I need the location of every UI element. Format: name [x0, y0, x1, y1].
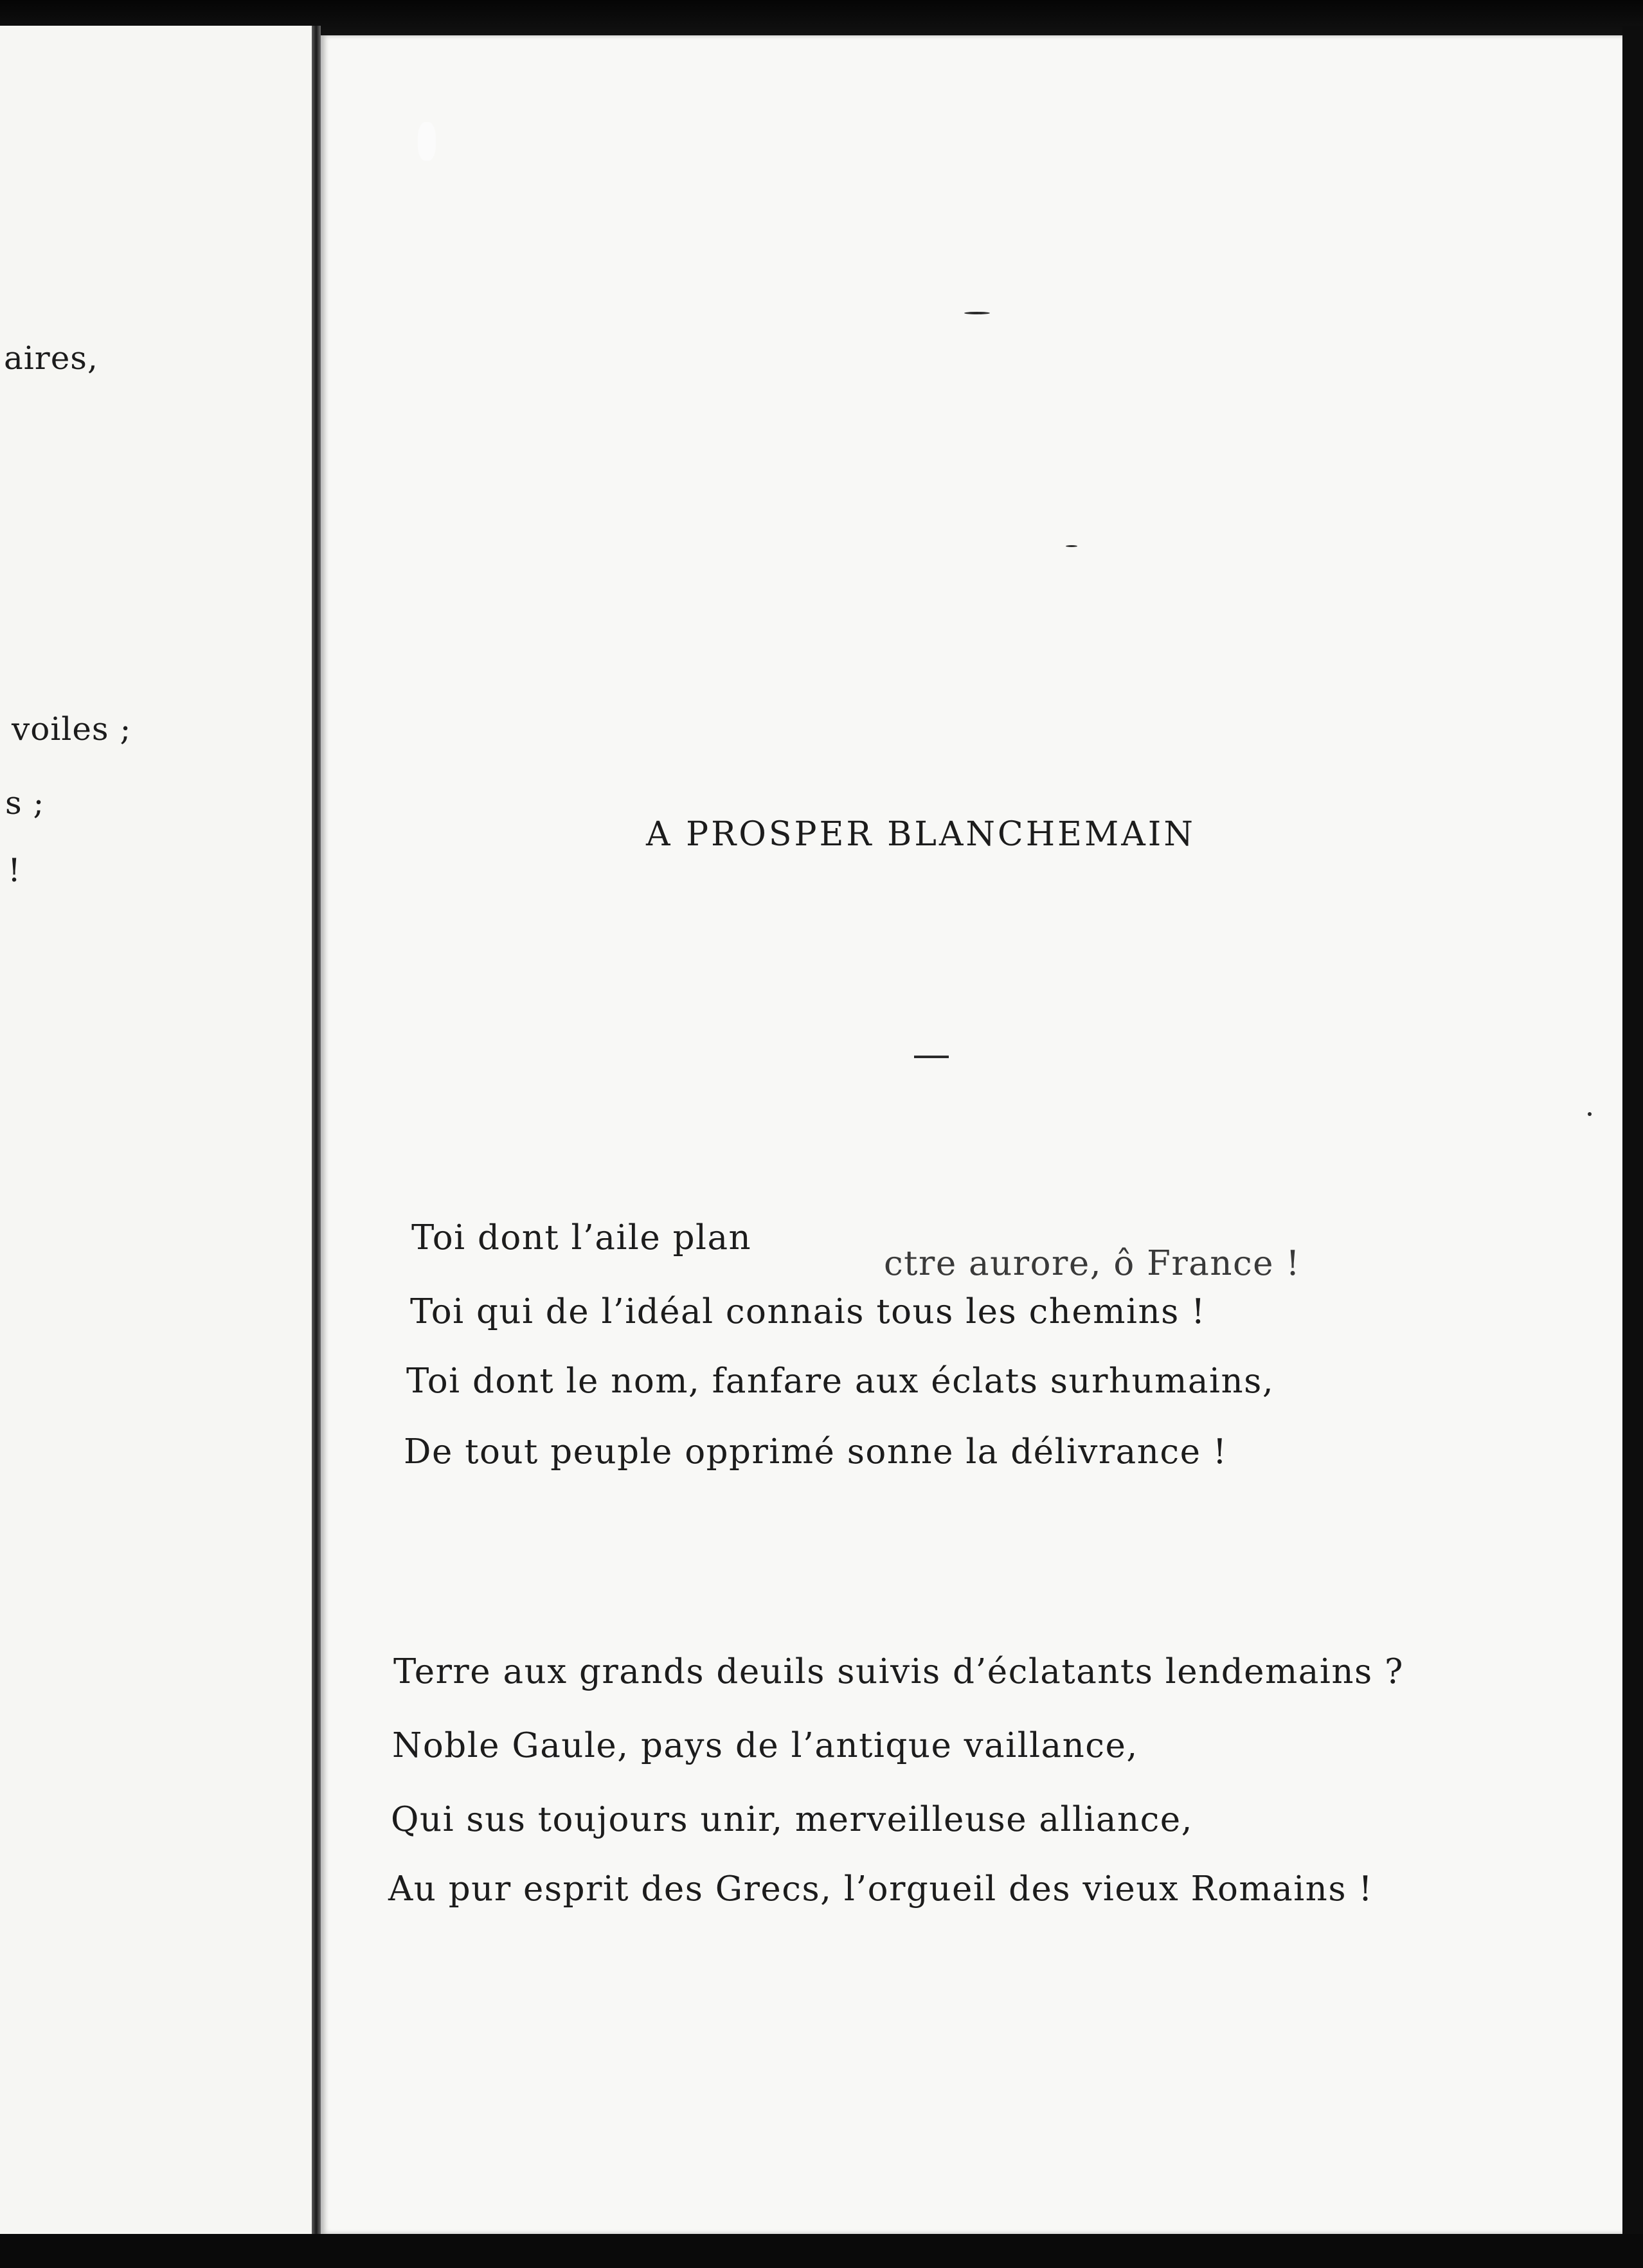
left-fragment-3: s ;	[5, 784, 45, 822]
scanner-bottom-edge	[0, 2234, 1643, 2268]
left-page	[0, 26, 312, 2256]
title-rule	[914, 1056, 949, 1058]
verse-line-5: Terre aux grands deuils suivis d’éclatants lendemains ?	[393, 1652, 1404, 1691]
left-fragment-1: aires,	[4, 339, 98, 377]
paper-blemish	[418, 122, 436, 161]
poem-title: A PROSPER BLANCHEMAIN	[646, 815, 1196, 854]
scan-speck	[1588, 1112, 1592, 1116]
scan-speck	[1066, 545, 1077, 547]
verse-line-1a: Toi dont l’aile plan	[411, 1218, 752, 1257]
verse-line-8: Au pur esprit des Grecs, l’orgueil des vieux Romains !	[388, 1869, 1374, 1909]
verse-line-2: Toi qui de l’idéal connais tous les chemins !	[410, 1292, 1206, 1331]
scan-speck	[964, 312, 990, 314]
verse-line-1b: ctre aurore, ô France !	[884, 1244, 1301, 1283]
verse-line-3: Toi dont le nom, fanfare aux éclats surhumains,	[406, 1362, 1275, 1401]
left-fragment-2: voiles ;	[12, 710, 132, 748]
verse-line-7: Qui sus toujours unir, merveilleuse alliance,	[391, 1800, 1193, 1839]
left-fragment-4: !	[8, 852, 22, 889]
verse-line-4: De tout peuple opprimé sonne la délivrance !	[404, 1432, 1228, 1472]
verse-line-6: Noble Gaule, pays de l’antique vaillance,	[392, 1726, 1138, 1765]
book-gutter	[312, 26, 321, 2256]
scanner-right-edge	[1622, 26, 1643, 2268]
